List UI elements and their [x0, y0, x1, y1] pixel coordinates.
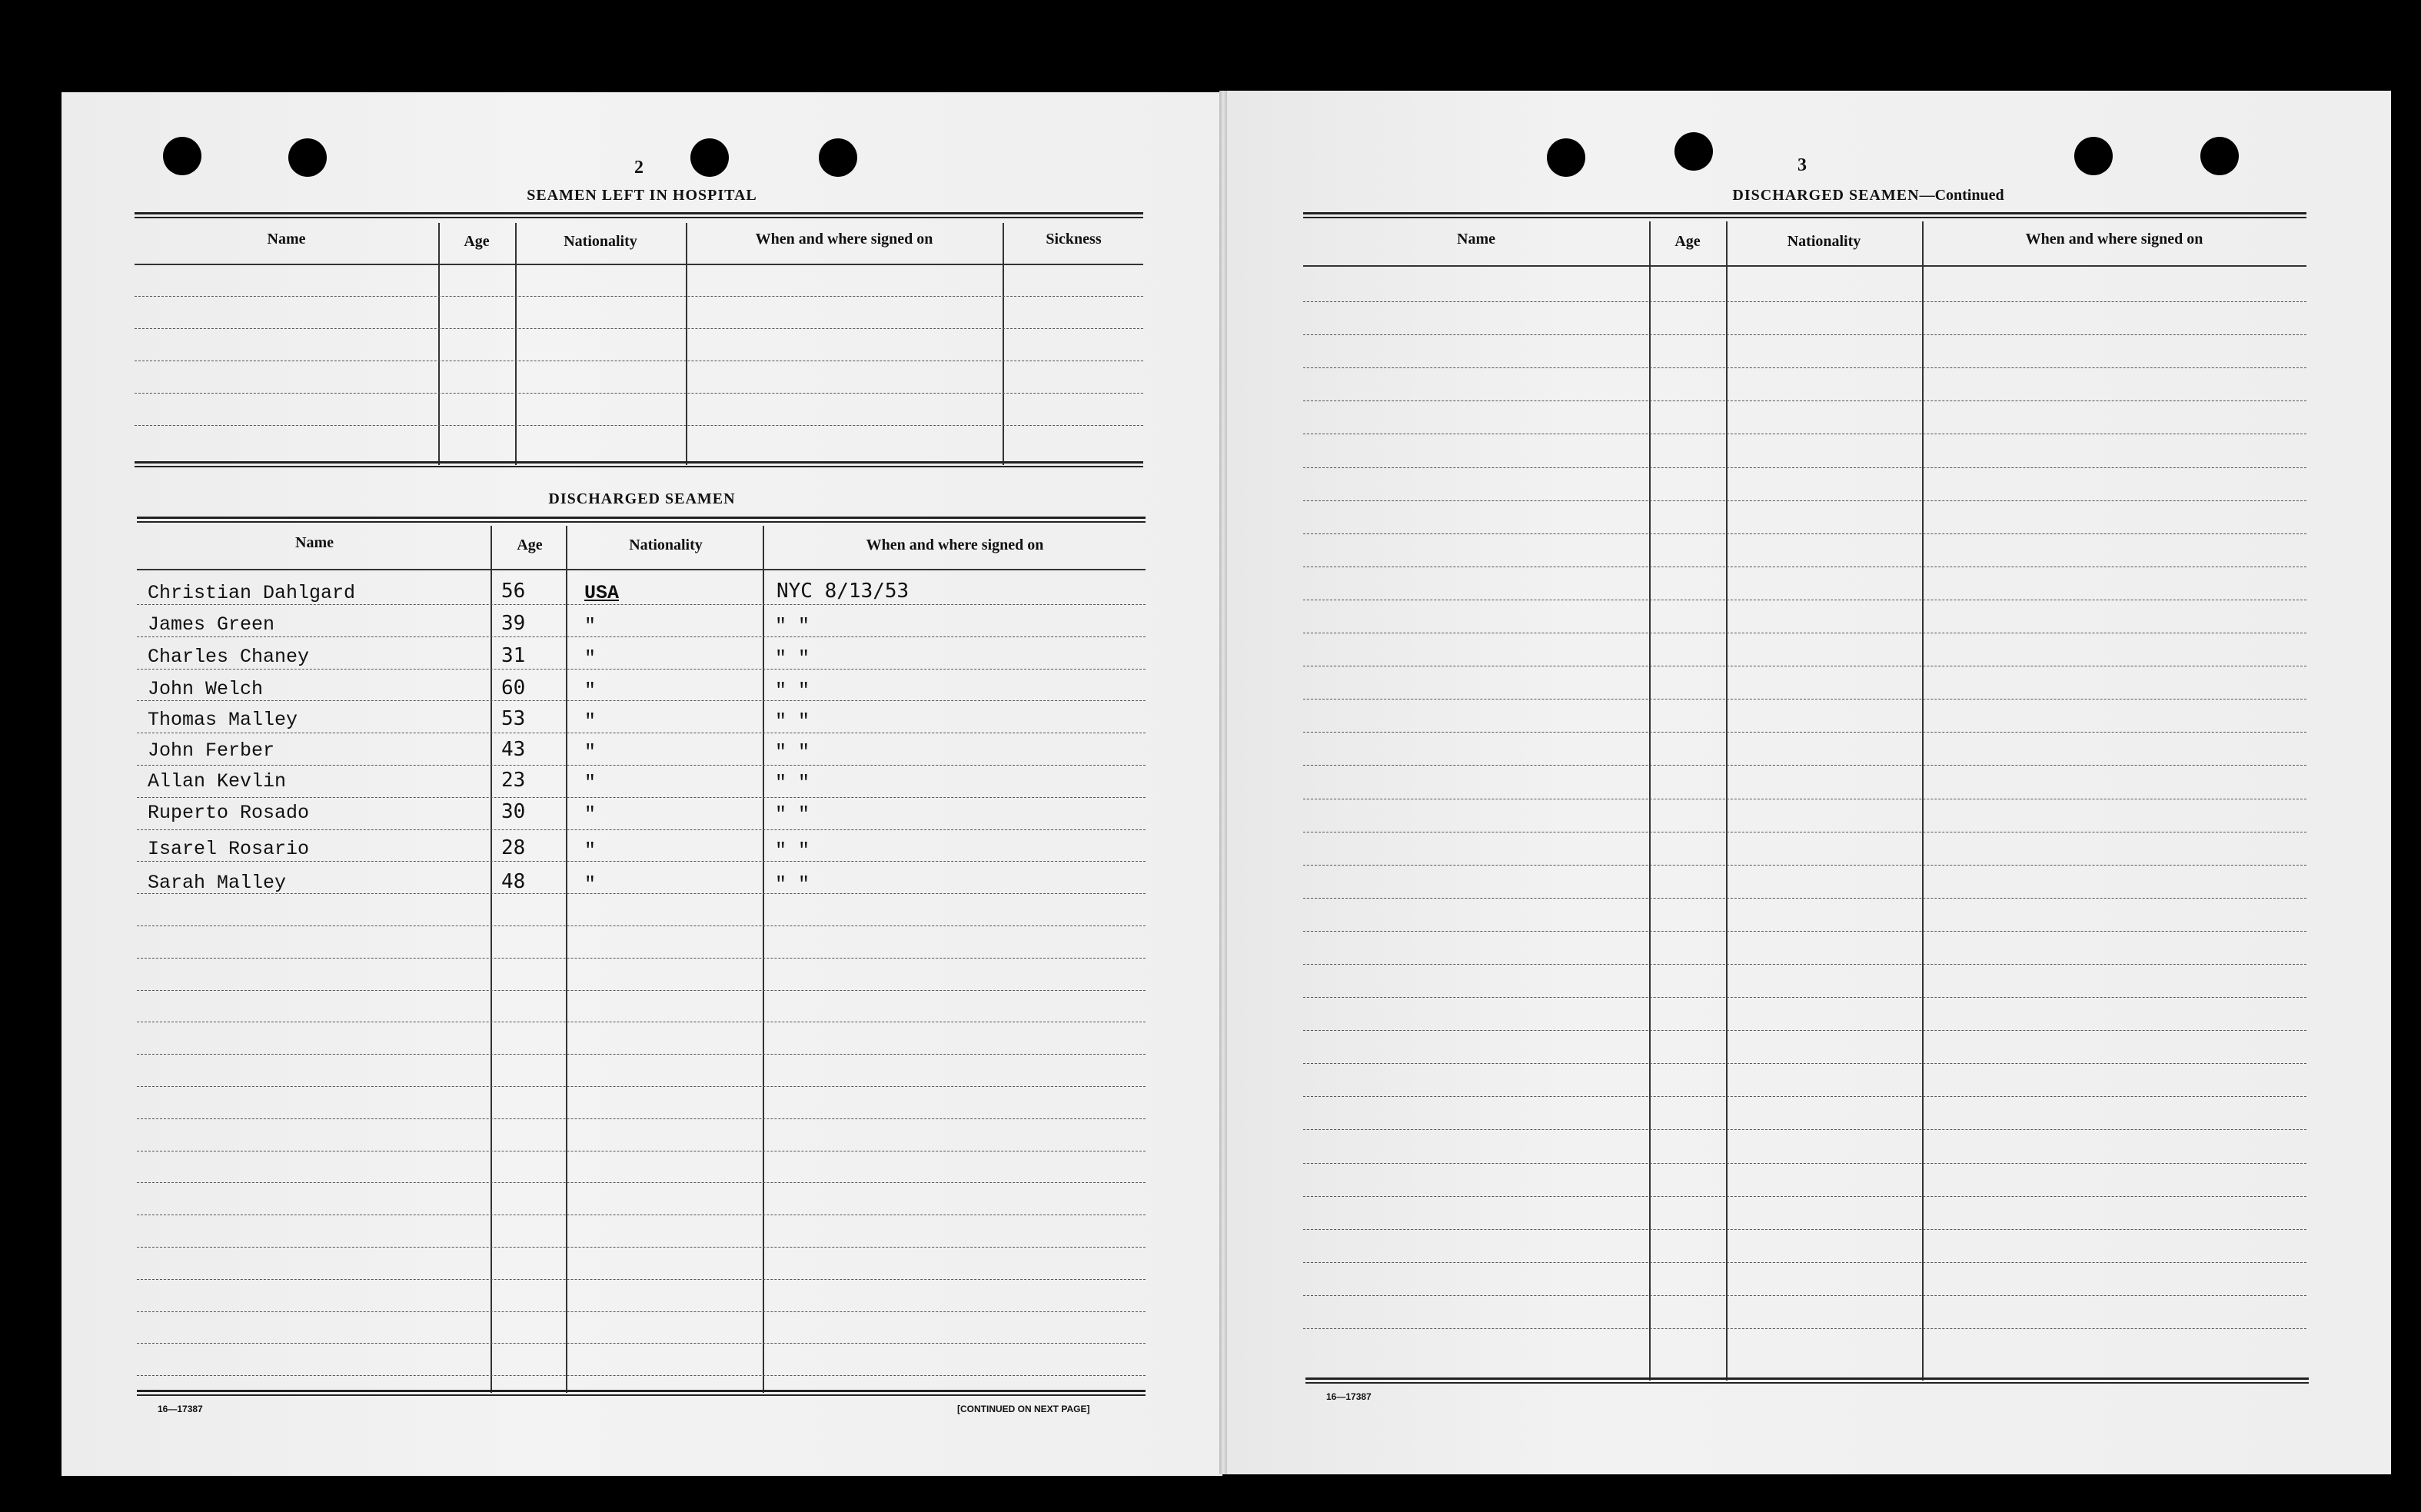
hospital-col-divider	[515, 223, 517, 465]
hospital-section-title: SEAMEN LEFT IN HOSPITAL	[527, 187, 757, 204]
page-number: 3	[1797, 155, 1807, 175]
punch-hole	[2200, 137, 2239, 175]
seaman-signed-on: " "	[775, 710, 810, 733]
row-line	[137, 797, 1146, 798]
seaman-nationality: "	[584, 647, 597, 670]
row-line	[1303, 334, 2306, 335]
discharged-header-name: Name	[295, 534, 334, 551]
seaman-nationality: "	[584, 710, 597, 733]
hospital-row-line	[135, 296, 1143, 297]
row-line	[1303, 467, 2306, 468]
row-line	[137, 1279, 1146, 1280]
row-line	[137, 765, 1146, 766]
title-text: DISCHARGED SEAMEN	[1732, 187, 1920, 204]
seaman-age: 60	[501, 676, 526, 700]
row-line	[1303, 1328, 2306, 1329]
row-line	[1303, 997, 2306, 998]
discharged-continued-title	[1299, 187, 2421, 204]
row-line	[1303, 1129, 2306, 1130]
row-line	[137, 990, 1146, 991]
right-col-divider	[1922, 221, 1924, 1381]
row-line	[137, 1054, 1146, 1055]
seaman-name: James Green	[148, 613, 275, 636]
continued-note: [CONTINUED ON NEXT PAGE]	[957, 1404, 1090, 1414]
row-line	[1303, 1163, 2306, 1164]
punch-hole	[2074, 137, 2113, 175]
row-line	[1303, 533, 2306, 534]
discharged-section-title: DISCHARGED SEAMEN	[548, 490, 736, 507]
row-line	[137, 958, 1146, 959]
row-line	[1303, 1030, 2306, 1031]
right-header-name: Name	[1457, 231, 1495, 248]
row-line	[137, 1247, 1146, 1248]
hospital-header-nationality: Nationality	[564, 233, 637, 250]
seaman-signed-on: NYC 8/13/53	[777, 580, 910, 603]
row-line	[137, 669, 1146, 670]
seaman-age: 28	[501, 836, 526, 859]
row-line	[1303, 301, 2306, 302]
seaman-nationality: "	[584, 772, 597, 794]
row-line	[1303, 865, 2306, 866]
row-line	[1303, 1295, 2306, 1296]
seaman-signed-on: " "	[775, 772, 810, 794]
seaman-age: 39	[501, 612, 526, 635]
row-line	[137, 1086, 1146, 1087]
right-page	[1222, 91, 2391, 1474]
page-spine	[1219, 91, 1227, 1474]
discharged-header-signed-on: When and where signed on	[866, 537, 1044, 553]
discharged-header-rule	[137, 569, 1146, 570]
hospital-header-signed-on: When and where signed on	[755, 231, 933, 248]
punch-hole	[288, 138, 327, 177]
seaman-nationality: "	[584, 839, 597, 862]
seaman-signed-on: " "	[775, 803, 810, 826]
seaman-name: Isarel Rosario	[148, 838, 310, 860]
seaman-signed-on: " "	[775, 647, 810, 670]
right-col-divider	[1726, 221, 1728, 1381]
row-line	[137, 893, 1146, 894]
discharged-bottom-rule	[137, 1390, 1146, 1396]
punch-hole	[1674, 132, 1713, 171]
row-line	[137, 861, 1146, 862]
seaman-nationality: "	[584, 680, 597, 702]
right-col-divider	[1649, 221, 1651, 1381]
seaman-age: 30	[501, 800, 526, 823]
punch-hole	[819, 138, 857, 177]
form-number: 16—17387	[158, 1404, 203, 1414]
hospital-col-divider	[686, 223, 687, 465]
seaman-signed-on: " "	[775, 680, 810, 702]
seaman-age: 56	[501, 580, 526, 603]
hospital-header-rule	[135, 264, 1143, 265]
hospital-row-line	[135, 328, 1143, 329]
seaman-age: 48	[501, 870, 526, 893]
seaman-name: Ruperto Rosado	[148, 802, 310, 824]
right-header-age: Age	[1674, 233, 1701, 250]
right-bottom-rule	[1305, 1377, 2309, 1384]
discharged-col-divider	[566, 526, 567, 1393]
discharged-header-age: Age	[517, 537, 543, 553]
seaman-nationality: "	[584, 803, 597, 826]
seaman-name: John Welch	[148, 678, 264, 700]
right-header-rule	[1303, 265, 2306, 267]
hospital-top-rule	[135, 212, 1143, 218]
discharged-col-divider	[491, 526, 492, 1393]
seaman-nationality: "	[584, 615, 597, 637]
row-line	[137, 636, 1146, 637]
hospital-bottom-rule	[135, 461, 1143, 467]
row-line	[1303, 400, 2306, 401]
discharged-top-rule	[137, 517, 1146, 523]
form-number: 16—17387	[1326, 1391, 1372, 1402]
hospital-header-sickness: Sickness	[1046, 231, 1102, 248]
seaman-nationality: "	[584, 741, 597, 763]
row-line	[1303, 367, 2306, 368]
seaman-name: Charles Chaney	[148, 646, 310, 668]
punch-hole	[163, 137, 201, 175]
row-line	[1303, 1262, 2306, 1263]
row-line	[137, 604, 1146, 605]
title-suffix: —Continued	[1919, 187, 2004, 204]
seaman-name: John Ferber	[148, 739, 275, 762]
seaman-nationality: "	[584, 873, 597, 896]
hospital-row-line	[135, 425, 1143, 426]
row-line	[1303, 964, 2306, 965]
row-line	[137, 829, 1146, 830]
row-line	[1303, 898, 2306, 899]
row-line	[137, 1182, 1146, 1183]
row-line	[1303, 765, 2306, 766]
row-line	[137, 1311, 1146, 1312]
row-line	[1303, 732, 2306, 733]
hospital-row-line	[135, 393, 1143, 394]
discharged-col-divider	[763, 526, 764, 1393]
discharged-header-nationality: Nationality	[629, 537, 703, 553]
seaman-signed-on: " "	[775, 741, 810, 763]
hospital-header-name: Name	[267, 231, 306, 248]
row-line	[1303, 931, 2306, 932]
seaman-name: Christian Dahlgard	[148, 582, 356, 604]
seaman-age: 23	[501, 769, 526, 792]
row-line	[137, 1118, 1146, 1119]
seaman-name: Allan Kevlin	[148, 770, 287, 793]
seaman-name: Sarah Malley	[148, 872, 287, 894]
row-line	[137, 925, 1146, 926]
seaman-signed-on: " "	[775, 839, 810, 862]
seaman-name: Thomas Malley	[148, 709, 298, 731]
seaman-nationality: USA	[584, 582, 620, 604]
row-line	[1303, 1096, 2306, 1097]
row-line	[137, 1343, 1146, 1344]
right-header-nationality: Nationality	[1787, 233, 1861, 250]
row-line	[1303, 699, 2306, 700]
seaman-signed-on: " "	[775, 873, 810, 896]
seaman-age: 43	[501, 738, 526, 761]
row-line	[137, 1375, 1146, 1376]
row-line	[1303, 1229, 2306, 1230]
row-line	[1303, 1196, 2306, 1197]
seaman-age: 53	[501, 707, 526, 730]
hospital-header-age: Age	[464, 233, 490, 250]
row-line	[1303, 1063, 2306, 1064]
seaman-signed-on: " "	[775, 615, 810, 637]
right-top-rule	[1303, 212, 2306, 218]
hospital-col-divider	[1003, 223, 1004, 465]
punch-hole	[1547, 138, 1585, 177]
row-line	[1303, 500, 2306, 501]
punch-hole	[690, 138, 729, 177]
right-header-signed-on: When and where signed on	[2025, 231, 2203, 248]
seaman-age: 31	[501, 644, 526, 667]
row-line	[137, 700, 1146, 701]
page-number: 2	[634, 158, 643, 178]
hospital-col-divider	[438, 223, 440, 465]
